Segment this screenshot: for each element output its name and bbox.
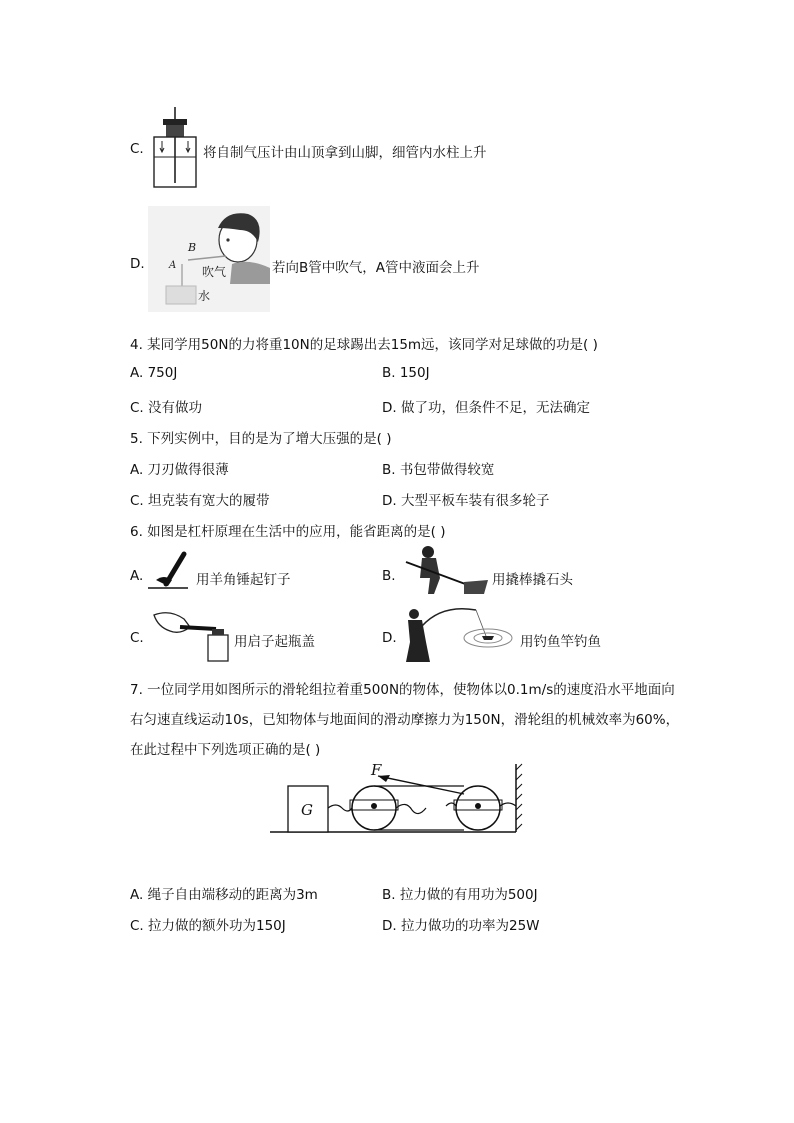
q6-option-b-text: 用撬棒撬石头 [492,572,573,588]
q3-option-c-label: C. [130,141,144,157]
barometer-figure [150,105,200,191]
q6-option-d-text: 用钓鱼竿钓鱼 [520,634,601,650]
q5-option-b: B. 书包带做得较宽 [382,462,495,478]
q3-option-d-label: D. [130,256,145,272]
crowbar-figure [402,544,490,599]
q3-option-c-text: 将自制气压计由山顶拿到山脚，细管内水柱上升 [203,145,487,161]
q3-option-d-text: 若向B管中吹气，A管中液面会上升 [272,260,480,276]
q4-option-d: D. 做了功，但条件不足，无法确定 [382,400,590,416]
q6-option-c-label: C. [130,630,144,646]
q7-stem-line-1: 7. 一位同学用如图所示的滑轮组拉着重500N的物体，使物体以0.1m/s的速度沿水平地面向 [130,682,675,698]
q7-option-b: B. 拉力做的有用功为500J [382,887,538,903]
q4-option-a: A. 750J [130,365,178,381]
q6-option-c-text: 用启子起瓶盖 [234,634,315,650]
q4-option-c: C. 没有做功 [130,400,203,416]
q6-option-b-label: B. [382,568,396,584]
q7-option-a: A. 绳子自由端移动的距离为3m [130,887,318,903]
q7-option-c: C. 拉力做的额外功为150J [130,918,286,934]
bottle-opener-figure [150,605,232,663]
q7-option-d: D. 拉力做功的功率为25W [382,918,540,934]
fig-label-b: B [188,241,197,254]
q6-option-a-text: 用羊角锤起钉子 [196,572,291,588]
claw-hammer-figure [146,550,192,592]
fig-label-a: A [169,260,177,271]
fig-block-label: G [301,801,313,819]
q4-stem: 4. 某同学用50N的力将重10N的足球踢出去15m远，该同学对足球做的功是( ) [130,337,598,353]
blowing-figure [148,206,270,312]
fishing-rod-figure [402,602,518,666]
pulley-figure [266,760,526,844]
q5-option-d: D. 大型平板车装有很多轮子 [382,493,550,509]
q6-option-d-label: D. [382,630,397,646]
q6-option-a-label: A. [130,568,144,584]
fig-label-water: 水 [198,289,211,303]
fig-force-label: F [371,761,382,779]
q7-stem-line-3: 在此过程中下列选项正确的是( ) [130,742,321,758]
q5-option-a: A. 刀刃做得很薄 [130,462,229,478]
q4-option-b: B. 150J [382,365,430,381]
q6-stem: 6. 如图是杠杆原理在生活中的应用，能省距离的是( ) [130,524,446,540]
q7-stem-line-2: 右匀速直线运动10s，已知物体与地面间的滑动摩擦力为150N，滑轮组的机械效率为60%， [130,712,680,728]
fig-label-blow: 吹气 [202,265,227,279]
q5-option-c: C. 坦克装有宽大的履带 [130,493,270,509]
q5-stem: 5. 下列实例中，目的是为了增大压强的是( ) [130,431,392,447]
